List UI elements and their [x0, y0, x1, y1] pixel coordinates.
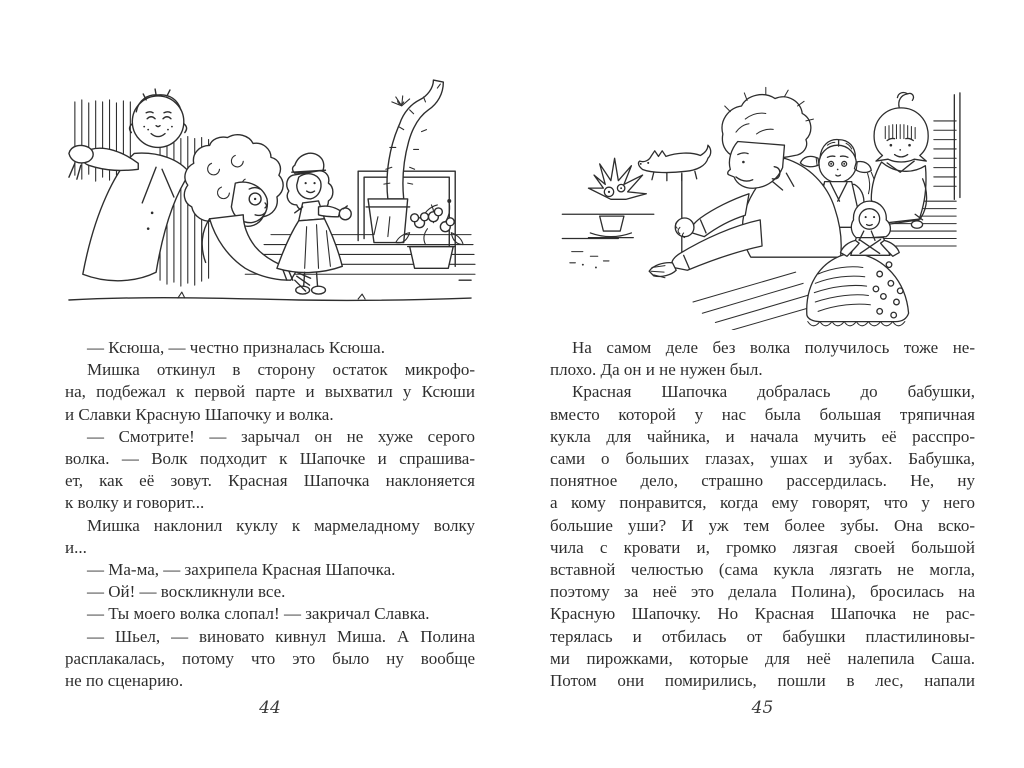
wolf-stick-puppet-scene-illustration: [550, 78, 976, 330]
text-line: поэтому за неё это делала Полина), бросилась на: [550, 582, 975, 602]
page-number: 44: [259, 698, 281, 718]
text-line: к волку и говорит...: [65, 493, 205, 513]
text-line: кукла для чайника, и начала мучить её расспро-: [550, 426, 975, 446]
text-line: Потом они помирились, пошли в лес, напали: [550, 671, 975, 691]
text-line: — Ма-ма, — захрипела Красная Шапочка.: [87, 560, 396, 580]
text-line: Красную Шапочку. Но Красная Шапочка не рас-: [550, 604, 975, 624]
text-line: плохо. Да он и не нужен был.: [550, 360, 763, 380]
text-line: Красная Шапочка добралась до бабушки,: [572, 382, 975, 402]
text-line: — Смотрите! — зарычал он не хуже серого: [87, 426, 475, 446]
classroom-doll-scene-illustration: [61, 72, 477, 320]
page-right: [550, 0, 975, 768]
text-line: — Ксюша, — честно призналась Ксюша.: [87, 338, 385, 357]
text-line: — Ой! — воскликнули все.: [87, 582, 286, 602]
text-line: и...: [65, 537, 87, 557]
text-line: не по сценарию.: [65, 671, 184, 691]
text-line: на, подбежал к первой парте и выхватил у Ксюши: [65, 382, 475, 402]
text-line: — Ты моего волка слопал! — закричал Славка.: [87, 604, 430, 624]
page-number: 45: [751, 698, 774, 718]
text-block: [65, 337, 475, 692]
text-line: большие уши? И уж тем более зубы. Она вско-: [550, 515, 975, 535]
text-line: На самом деле без волка получилось тоже не-: [572, 338, 975, 357]
text-line: сами о больших глазах, ушах и зубах. Бабушка,: [550, 449, 975, 469]
text-line: а кому понравится, когда ему говорят, что у него: [550, 493, 975, 513]
text-line: волка. — Волк подходит к Шапочке и спрашива-: [65, 449, 475, 469]
text-line: понятное дело, страшно рассердилась. Не, ну: [550, 471, 975, 491]
text-line: вставной челюстью (сама кукла лязгать не могла,: [550, 560, 975, 580]
text-line: и Славки Красную Шапочку и волка.: [65, 404, 334, 424]
text-line: Мишка наклонил куклу к мармеладному волку: [87, 515, 475, 535]
text-line: ет, как её зовут. Красная Шапочка наклоняется: [65, 471, 475, 491]
text-line: чила с кровати и, громко лязгая своей большой: [550, 537, 975, 557]
page-left: [65, 0, 475, 768]
text-line: вместо которой у нас была большая тряпичная: [550, 404, 975, 424]
text-line: терялась и отбилась от бабушки пластилиновы-: [550, 626, 975, 646]
text-line: Мишка откинул в сторону остаток микрофо-: [87, 360, 475, 380]
text-block: [550, 337, 975, 692]
text-line: — Шьел, — виновато кивнул Миша. А Полина: [87, 626, 475, 646]
text-line: ми пирожками, которые для неё налепила Саша.: [550, 648, 975, 668]
text-line: расплакалась, потому что это было ну вообще: [65, 648, 475, 668]
